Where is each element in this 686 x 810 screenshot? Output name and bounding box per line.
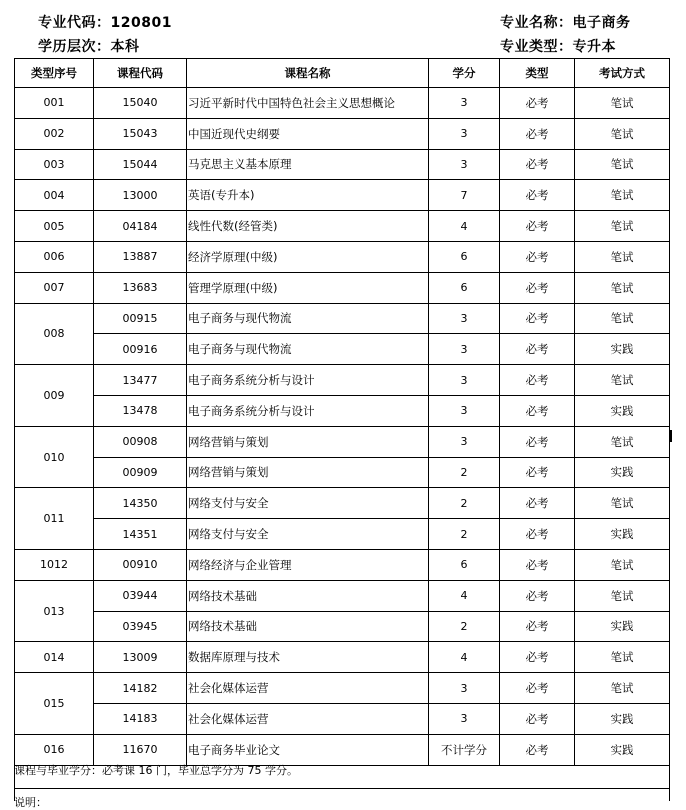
column-header-name: 课程名称 [187,59,429,88]
cell-code: 14351 [94,519,187,550]
cell-code: 13009 [94,642,187,673]
cell-name: 习近平新时代中国特色社会主义思想概论 [187,88,429,119]
cell-credit: 不计学分 [429,734,500,765]
cell-credit: 3 [429,673,500,704]
cell-seq: 003 [15,149,94,180]
cell-name: 马克思主义基本原理 [187,149,429,180]
table-row [15,303,670,334]
summary-text: 课程与毕业学分：必考课 16 门，毕业总学分为 75 学分。 [14,764,298,777]
cell-credit: 4 [429,211,500,242]
note-label: 说明： [14,796,47,809]
cell-name: 社会化媒体运营 [187,673,429,704]
footer-right-border [669,760,670,801]
cell-type: 必考 [500,519,575,550]
cell-seq: 1012 [15,549,94,580]
table-row [15,519,670,550]
cell-credit: 3 [429,426,500,457]
cell-type: 必考 [500,488,575,519]
cell-credit: 2 [429,611,500,642]
cell-credit: 3 [429,303,500,334]
cell-credit: 3 [429,365,500,396]
cell-code: 15043 [94,118,187,149]
cell-code: 00916 [94,334,187,365]
cell-exam: 笔试 [575,211,670,242]
table-row [15,549,670,580]
cell-code: 00909 [94,457,187,488]
cell-code: 14350 [94,488,187,519]
table-row [15,365,670,396]
column-header-seq: 类型序号 [15,59,94,88]
cell-exam: 笔试 [575,303,670,334]
cell-type: 必考 [500,303,575,334]
cell-exam: 实践 [575,395,670,426]
cell-exam: 实践 [575,519,670,550]
cell-credit: 3 [429,703,500,734]
cell-code: 00910 [94,549,187,580]
cell-seq: 011 [15,488,94,550]
cell-type: 必考 [500,149,575,180]
cell-exam: 实践 [575,703,670,734]
table-row [15,611,670,642]
cell-exam: 笔试 [575,488,670,519]
table-row [15,241,670,272]
table-row [15,395,670,426]
cell-name: 电子商务与现代物流 [187,303,429,334]
education-level: 学历层次：本科 [38,39,140,55]
cell-code: 00915 [94,303,187,334]
cell-credit: 7 [429,180,500,211]
cell-type: 必考 [500,580,575,611]
cell-type: 必考 [500,211,575,242]
cell-credit: 3 [429,334,500,365]
table-row [15,334,670,365]
cell-credit: 4 [429,580,500,611]
cell-exam: 笔试 [575,149,670,180]
cell-credit: 6 [429,549,500,580]
cell-type: 必考 [500,334,575,365]
cell-seq: 008 [15,303,94,365]
cell-code: 13887 [94,241,187,272]
cell-name: 管理学原理(中级) [187,272,429,303]
cell-exam: 实践 [575,611,670,642]
table-row [15,272,670,303]
cell-code: 13683 [94,272,187,303]
cell-seq: 005 [15,211,94,242]
cell-name: 英语(专升本) [187,180,429,211]
cell-credit: 2 [429,457,500,488]
cell-exam: 笔试 [575,118,670,149]
cell-type: 必考 [500,365,575,396]
cell-exam: 笔试 [575,180,670,211]
course-table [14,58,670,766]
cell-type: 必考 [500,673,575,704]
cell-seq: 004 [15,180,94,211]
major-code: 专业代码：120801 [38,15,172,31]
cell-name: 网络支付与安全 [187,488,429,519]
table-row [15,580,670,611]
cell-name: 电子商务毕业论文 [187,734,429,765]
cell-code: 03944 [94,580,187,611]
cell-seq: 007 [15,272,94,303]
table-row [15,642,670,673]
table-row [15,673,670,704]
cell-name: 数据库原理与技术 [187,642,429,673]
cell-credit: 6 [429,241,500,272]
cell-type: 必考 [500,457,575,488]
cell-code: 03945 [94,611,187,642]
major-type: 专业类型：专升本 [500,39,616,55]
column-header-type: 类型 [500,59,575,88]
column-header-exam: 考试方式 [575,59,670,88]
cell-name: 网络营销与策划 [187,426,429,457]
cell-type: 必考 [500,734,575,765]
cell-name: 经济学原理(中级) [187,241,429,272]
cell-name: 电子商务与现代物流 [187,334,429,365]
cell-credit: 2 [429,519,500,550]
cell-type: 必考 [500,395,575,426]
cell-credit: 2 [429,488,500,519]
cell-code: 13478 [94,395,187,426]
cell-name: 线性代数(经管类) [187,211,429,242]
table-row [15,734,670,765]
cell-exam: 笔试 [575,272,670,303]
cell-seq: 015 [15,673,94,735]
cell-credit: 3 [429,149,500,180]
cell-type: 必考 [500,272,575,303]
table-row [15,703,670,734]
table-header-row [15,59,670,88]
cell-type: 必考 [500,426,575,457]
table-row [15,88,670,119]
cell-code: 11670 [94,734,187,765]
cell-code: 14183 [94,703,187,734]
cell-type: 必考 [500,88,575,119]
cell-exam: 笔试 [575,673,670,704]
cell-type: 必考 [500,180,575,211]
cell-type: 必考 [500,642,575,673]
cell-name: 网络技术基础 [187,580,429,611]
column-header-credit: 学分 [429,59,500,88]
edge-marker [670,430,672,442]
cell-name: 中国近现代史纲要 [187,118,429,149]
cell-name: 电子商务系统分析与设计 [187,395,429,426]
cell-exam: 实践 [575,734,670,765]
cell-exam: 笔试 [575,549,670,580]
table-body [15,88,670,766]
cell-name: 网络营销与策划 [187,457,429,488]
cell-credit: 3 [429,118,500,149]
major-name: 专业名称：电子商务 [500,15,631,31]
cell-type: 必考 [500,703,575,734]
cell-exam: 实践 [575,457,670,488]
table-row [15,426,670,457]
cell-seq: 013 [15,580,94,642]
cell-seq: 009 [15,365,94,427]
cell-seq: 014 [15,642,94,673]
cell-credit: 3 [429,88,500,119]
cell-seq: 001 [15,88,94,119]
cell-code: 00908 [94,426,187,457]
cell-type: 必考 [500,118,575,149]
cell-seq: 016 [15,734,94,765]
cell-credit: 6 [429,272,500,303]
cell-code: 14182 [94,673,187,704]
table-row [15,488,670,519]
cell-name: 网络经济与企业管理 [187,549,429,580]
cell-exam: 笔试 [575,580,670,611]
cell-seq: 002 [15,118,94,149]
table-row [15,149,670,180]
cell-name: 电子商务系统分析与设计 [187,365,429,396]
cell-type: 必考 [500,611,575,642]
table-row [15,180,670,211]
cell-seq: 010 [15,426,94,488]
cell-type: 必考 [500,549,575,580]
cell-exam: 笔试 [575,426,670,457]
cell-name: 网络支付与安全 [187,519,429,550]
cell-name: 社会化媒体运营 [187,703,429,734]
cell-code: 04184 [94,211,187,242]
cell-exam: 实践 [575,334,670,365]
cell-exam: 笔试 [575,88,670,119]
cell-code: 13477 [94,365,187,396]
cell-credit: 3 [429,395,500,426]
cell-name: 网络技术基础 [187,611,429,642]
cell-code: 13000 [94,180,187,211]
table-row [15,118,670,149]
cell-code: 15040 [94,88,187,119]
footer-divider [14,788,669,789]
table-row [15,211,670,242]
table-row [15,457,670,488]
cell-credit: 4 [429,642,500,673]
cell-exam: 笔试 [575,642,670,673]
cell-type: 必考 [500,241,575,272]
cell-code: 15044 [94,149,187,180]
cell-seq: 006 [15,241,94,272]
cell-exam: 笔试 [575,241,670,272]
cell-exam: 笔试 [575,365,670,396]
column-header-code: 课程代码 [94,59,187,88]
